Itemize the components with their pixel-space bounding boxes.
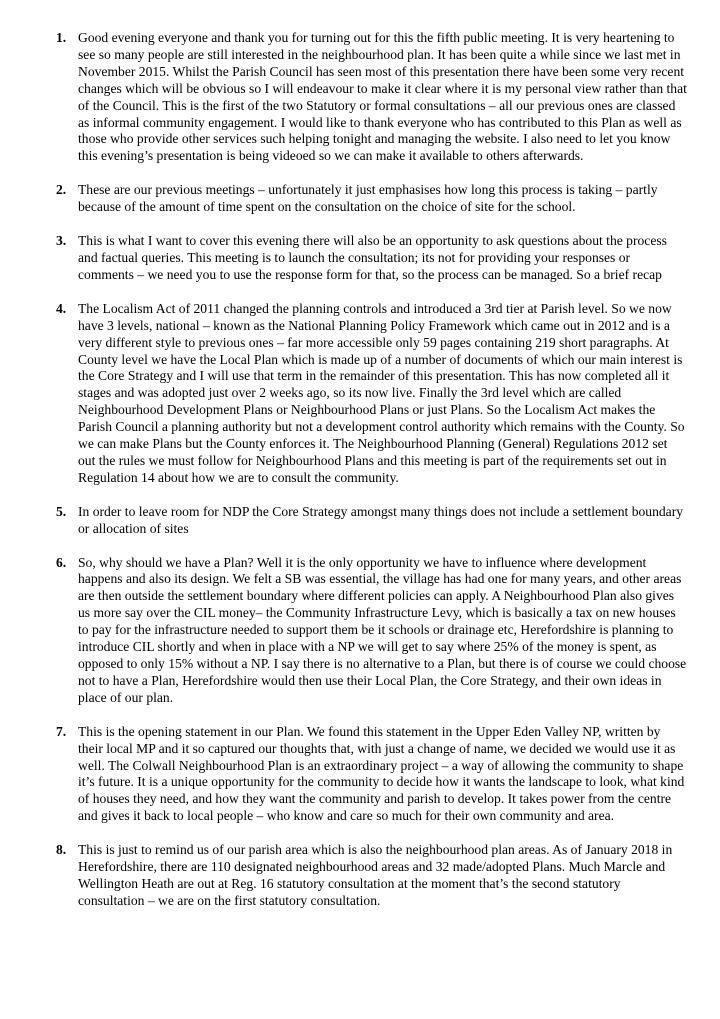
item-number: 5. xyxy=(56,503,67,519)
item-number: 8. xyxy=(56,842,67,858)
list-item xyxy=(0,842,720,910)
item-number: 6. xyxy=(56,554,67,570)
item-number: 4. xyxy=(56,300,67,316)
item-text: This is just to remind us of our parish area which is also the neighbourhood plan areas. As of January 2018 in Herefordshire, there are 110 designated neighbourhood areas and 32 made/adopted Plans. Much Marcle and Wellington Heath are out at Reg. 16 statutory consultation at the moment that’s the second statutory consultation – we are on the first statutory consultation. xyxy=(78,842,673,908)
item-text: These are our previous meetings – unfortunately it just emphasises how long this process is taking – partly because of the amount of time spent on the consultation on the choice of site for the school. xyxy=(78,182,658,215)
numbered-list xyxy=(0,30,720,910)
item-number: 1. xyxy=(56,30,67,45)
item-number: 2. xyxy=(56,182,67,198)
item-text: Good evening everyone and thank you for turning out for this the fifth public meeting. It is very heartening to see so many people are still interested in the neighbourhood plan. It has been quite a while since we last met in November 2015. Whilst the Parish Council has seen most of this presentation there have been some very recent changes which will be obvious so I will endeavour to make it clear where it is my personal view rather than that of the Council. This is the first of the two Statutory or formal consultations – all our previous ones are classed as informal community engagement. I would like to thank everyone who has contributed to this Plan as well as those who provide other services such helping tonight and managing the website. I also need to let you know this evening’s presentation is being videoed so we can make it available to others afterwards. xyxy=(78,30,687,164)
item-text: This is what I want to cover this evening there will also be an opportunity to ask questions about the process and factual queries. This meeting is to launch the consultation; its not for providing your responses or comments – we need you to use the response form for that, so the process can be managed. So a brief recap xyxy=(78,233,667,282)
list-item xyxy=(0,301,720,487)
item-text: So, why should we have a Plan? Well it is the only opportunity we have to influence where development happens and also its design. We felt a SB was essential, the village has had one for many years, and other areas are then outside the settlement boundary where different policies can apply. A Neighbourhood Plan also gives us more say over the CIL money– the Community Infrastructure Levy, which is basically a tax on new houses to pay for the infrastructure needed to support them be it schools or drainage etc, Herefordshire is planning to introduce CIL shortly and when in place with a NP we will get to say where 25% of the money is spent, as opposed to only 15% without a NP. I say there is no alternative to a Plan, but there is of course we could choose not to have a Plan, Herefordshire would then use their Local Plan, the Core Strategy, and their own ideas in place of our plan. xyxy=(78,554,687,705)
list-item xyxy=(0,504,720,538)
list-item xyxy=(0,182,720,216)
item-text: In order to leave room for NDP the Core Strategy amongst many things does not include a settlement boundary or allocation of sites xyxy=(78,503,684,536)
list-item xyxy=(0,233,720,284)
item-text: This is the opening statement in our Plan. We found this statement in the Upper Eden Valley NP, written by their local MP and it so captured our thoughts that, with just a change of name, we decided we would use it as well. The Colwall Neighbourhood Plan is an extraordinary project – a way of allowing the community to shape it’s future. It is a unique opportunity for the community to decide how it wants the landscape to look, what kind of houses they need, and how they want the community and parish to develop. It takes power from the centre and gives it back to local people – who know and care so much for their own community and area. xyxy=(78,723,685,824)
item-text: The Localism Act of 2011 changed the planning controls and introduced a 3rd tier at Parish level. So we now have 3 levels, national – known as the National Planning Policy Framework which came out in 2012 and is a very different style to previous ones – far more accessible only 59 pages containing 219 short paragraphs. At County level we have the Local Plan which is made up of a number of documents of which our main interest is the Core Strategy and I will use that term in the remainder of this presentation. This has now completed all it stages and was adopted just over 2 weeks ago, so its now live. Finally the 3rd level which are called Neighbourhood Development Plans or Neighbourhood Plans or just Plans. So the Localism Act makes the Parish Council a planning authority but not a development control authority which remains with the County. So we can make Plans but the County enforces it. The Neighbourhood Planning (General) Regulations 2012 set out the rules we must follow for Neighbourhood Plans and this meeting is part of the requirements set out in Regulation 14 about how we are to consult the community. xyxy=(78,300,685,485)
list-item xyxy=(0,30,720,165)
item-number: 7. xyxy=(56,723,67,739)
document-page xyxy=(0,30,720,927)
item-number: 3. xyxy=(56,233,67,249)
list-item xyxy=(0,555,720,707)
list-item xyxy=(0,724,720,825)
